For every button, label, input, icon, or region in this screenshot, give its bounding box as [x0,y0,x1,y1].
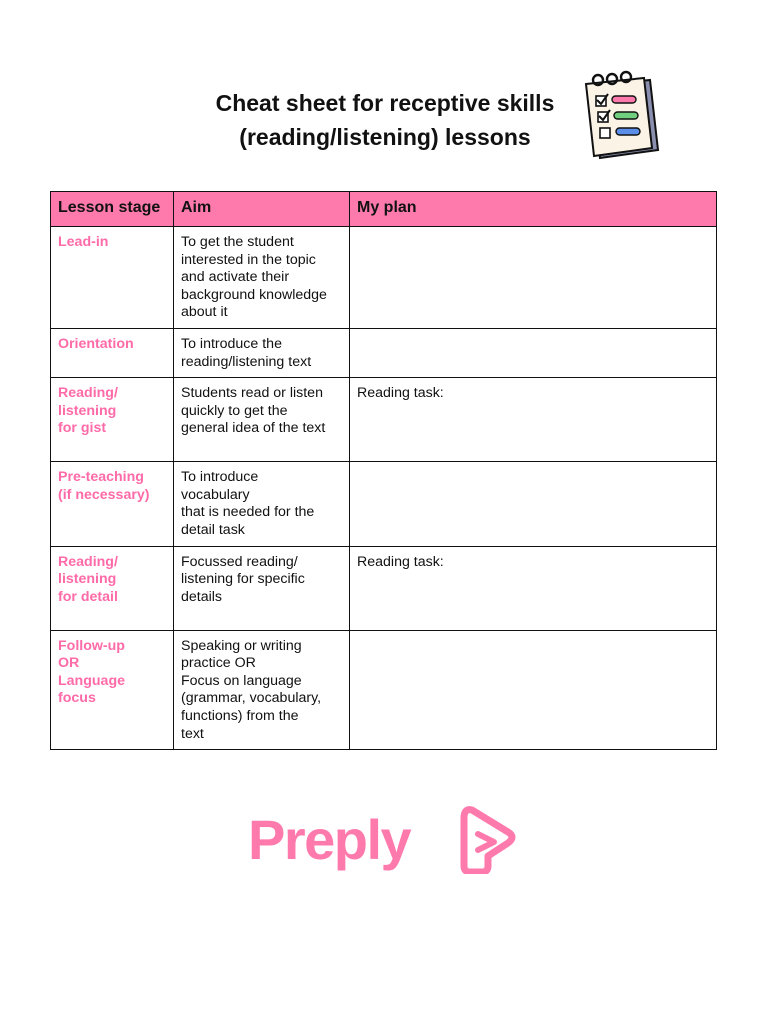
aim-cell: Speaking or writing practice OR Focus on language (grammar, vocabulary, functions) from the text [174,630,350,750]
header-aim: Aim [174,192,350,227]
stage-cell: Lead-in [51,227,174,329]
table-row [51,227,717,329]
aim-cell: Students read or listen quickly to get the general idea of the text [174,378,350,462]
plan-cell[interactable]: Reading task: [350,378,717,462]
lesson-plan-table [50,191,717,750]
header-my-plan: My plan [350,192,717,227]
plan-cell[interactable] [350,328,717,377]
table-row [51,546,717,630]
table-row [51,630,717,750]
page-title [160,86,610,154]
plan-cell[interactable] [350,630,717,750]
stage-cell: Orientation [51,328,174,377]
stage-cell: Reading/ listening for gist [51,378,174,462]
stage-cell: Reading/ listening for detail [51,546,174,630]
aim-cell: To get the student interested in the topic and activate their background knowledge about it [174,227,350,329]
title-line-2: (reading/listening) lessons [239,124,531,150]
plan-cell[interactable] [350,227,717,329]
table-row [51,378,717,462]
logo-wordmark: Preply [248,808,411,871]
stage-cell: Pre-teaching (if necessary) [51,462,174,546]
preply-mark-icon [458,806,520,874]
preply-logo [248,800,520,880]
plan-cell[interactable] [350,462,717,546]
aim-cell: To introduce vocabulary that is needed for the detail task [174,462,350,546]
table-row [51,328,717,377]
table-row [51,462,717,546]
aim-cell: Focussed reading/ listening for specific details [174,546,350,630]
stage-cell: Follow-up OR Language focus [51,630,174,750]
header-lesson-stage: Lesson stage [51,192,174,227]
checklist-notepad-icon [578,70,668,162]
title-line-1: Cheat sheet for receptive skills [215,90,555,116]
aim-cell: To introduce the reading/listening text [174,328,350,377]
table-header-row [51,192,717,227]
plan-cell[interactable]: Reading task: [350,546,717,630]
